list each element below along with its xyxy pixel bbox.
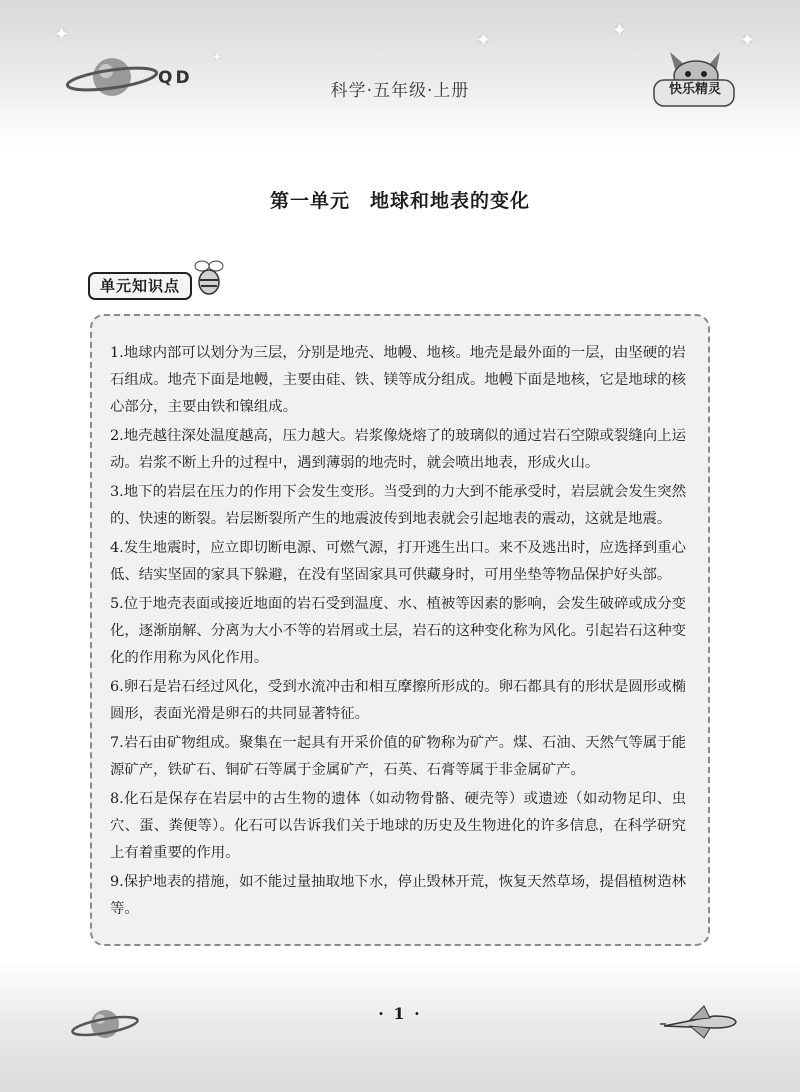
logo-text: QD bbox=[158, 68, 193, 88]
knowledge-point: 1.地球内部可以划分为三层，分别是地壳、地幔、地核。地壳是最外面的一层，由坚硬的岩石组成。地壳下面是地幔，主要由硅、铁、镁等成分组成。地幔下面是地核，它是地球的核心部分，主要由铁和镍组成。 bbox=[110, 345, 686, 415]
knowledge-point: 9.保护地表的措施，如不能过量抽取地下水，停止毁林开荒，恢复天然草场，提倡植树造林等。 bbox=[110, 874, 686, 917]
space-shuttle-icon bbox=[660, 1002, 740, 1042]
page-number: · 1 · bbox=[378, 1004, 422, 1023]
knowledge-point: 3.地下的岩层在压力的作用下会发生变形。当受到的力大到不能承受时，岩层就会发生突然的、快速的断裂。岩层断裂所产生的地震波传到地表就会引起地表的震动，这就是地震。 bbox=[110, 484, 686, 527]
knowledge-point: 7.岩石由矿物组成。聚集在一起具有开采价值的矿物称为矿产。煤、石油、天然气等属于能源矿产，铁矿石、铜矿石等属于金属矿产，石英、石膏等属于非金属矿产。 bbox=[110, 735, 686, 778]
unit-title: 第一单元 地球和地表的变化 bbox=[269, 190, 530, 212]
knowledge-point: 2.地壳越往深处温度越高，压力越大。岩浆像烧熔了的玻璃似的通过岩石空隙或裂缝向上运动。岩浆不断上升的过程中，遇到薄弱的地壳时，就会喷出地表，形成火山。 bbox=[110, 428, 686, 471]
sparkle-icon: ✦ bbox=[212, 50, 223, 64]
knowledge-box bbox=[90, 314, 710, 946]
knowledge-point: 6.卵石是岩石经过风化，受到水流冲击和相互摩擦所形成的。卵石都具有的形状是圆形或椭圆形，表面光滑是卵石的共同显著特征。 bbox=[110, 679, 686, 722]
knowledge-point: 5.位于地壳表面或接近地面的岩石受到温度、水、植被等因素的影响，会发生破碎或成分变化，逐渐崩解、分离为大小不等的岩屑或土层，岩石的这种变化称为风化。引起岩石这种变化的作用称为风化作用。 bbox=[110, 596, 686, 666]
page-header-title: 科学·五年级·上册 bbox=[330, 81, 470, 101]
bee-icon bbox=[192, 258, 228, 298]
section-badge: 单元知识点 bbox=[88, 272, 192, 300]
sparkle-icon: ✦ bbox=[54, 24, 70, 45]
brand-logo-text: 快乐精灵 bbox=[668, 82, 721, 97]
knowledge-point: 8.化石是保存在岩层中的古生物的遗体（如动物骨骼、硬壳等）或遗迹（如动物足印、虫穴、蛋、粪便等）。化石可以告诉我们关于地球的历史及生物进化的许多信息，在科学研究上有着重要的作用。 bbox=[110, 791, 686, 861]
sparkle-icon: ✦ bbox=[476, 30, 492, 51]
sparkle-icon: ✦ bbox=[612, 20, 628, 41]
knowledge-point: 4.发生地震时，应立即切断电源、可燃气源，打开逃生出口。来不及逃出时，应选择到重心低、结实坚固的家具下躲避，在没有坚固家具可供藏身时，可用坐垫等物品保护好头部。 bbox=[110, 540, 686, 583]
sparkle-icon: ✦ bbox=[740, 30, 756, 51]
